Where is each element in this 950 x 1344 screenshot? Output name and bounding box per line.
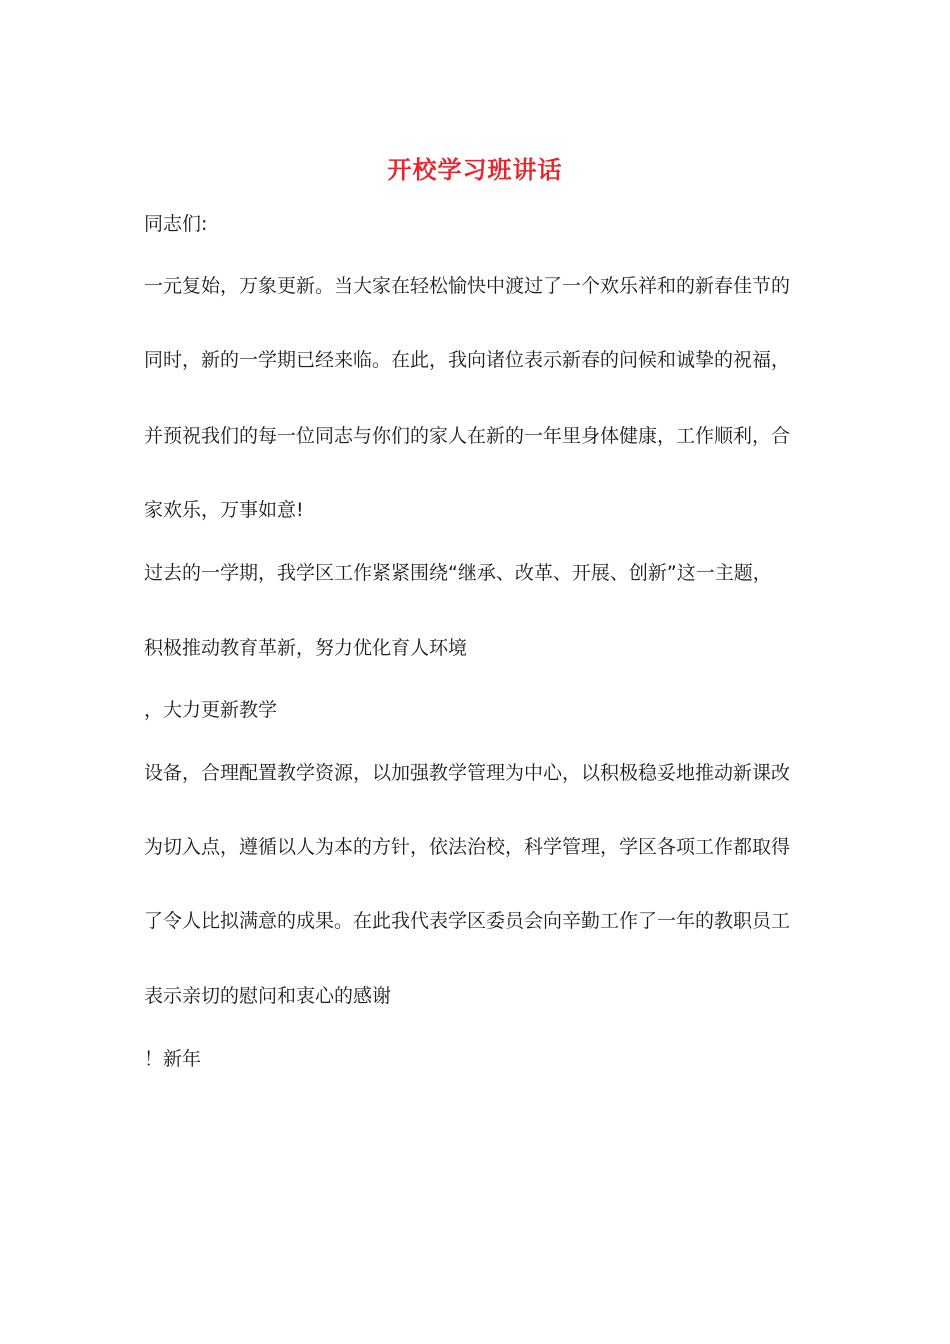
body-line: 设备，合理配置教学资源，以加强教学管理为中心，以积极稳妥地推动新课改	[144, 762, 791, 784]
body-line: 为切入点，遵循以人为本的方针，依法治校，科学管理，学区各项工作都取得	[144, 836, 791, 858]
body-line: 一元复始，万象更新。当大家在轻松愉快中渡过了一个欢乐祥和的新春佳节的	[144, 275, 791, 297]
body-line: ！新年	[144, 1048, 202, 1070]
body-line: 表示亲切的慰问和衷心的感谢	[144, 985, 392, 1007]
body-line: 了令人比拟满意的成果。在此我代表学区委员会向辛勤工作了一年的教职员工	[144, 910, 791, 932]
salutation: 同志们:	[144, 213, 208, 235]
body-line: 过去的一学期，我学区工作紧紧围绕“继承、改革、开展、创新”这一主题，	[144, 562, 772, 584]
page-title: 开校学习班讲话	[387, 155, 563, 184]
body-line: 家欢乐，万事如意!	[144, 499, 304, 521]
body-line: 同时，新的一学期已经来临。在此，我向诸位表示新春的问候和诚挚的祝福，	[144, 349, 791, 371]
body-line: 积极推动教育革新，努力优化育人环境	[144, 637, 468, 659]
body-line: ，大力更新教学	[144, 699, 278, 721]
body-line: 并预祝我们的每一位同志与你们的家人在新的一年里身体健康，工作顺利，合	[144, 425, 791, 447]
